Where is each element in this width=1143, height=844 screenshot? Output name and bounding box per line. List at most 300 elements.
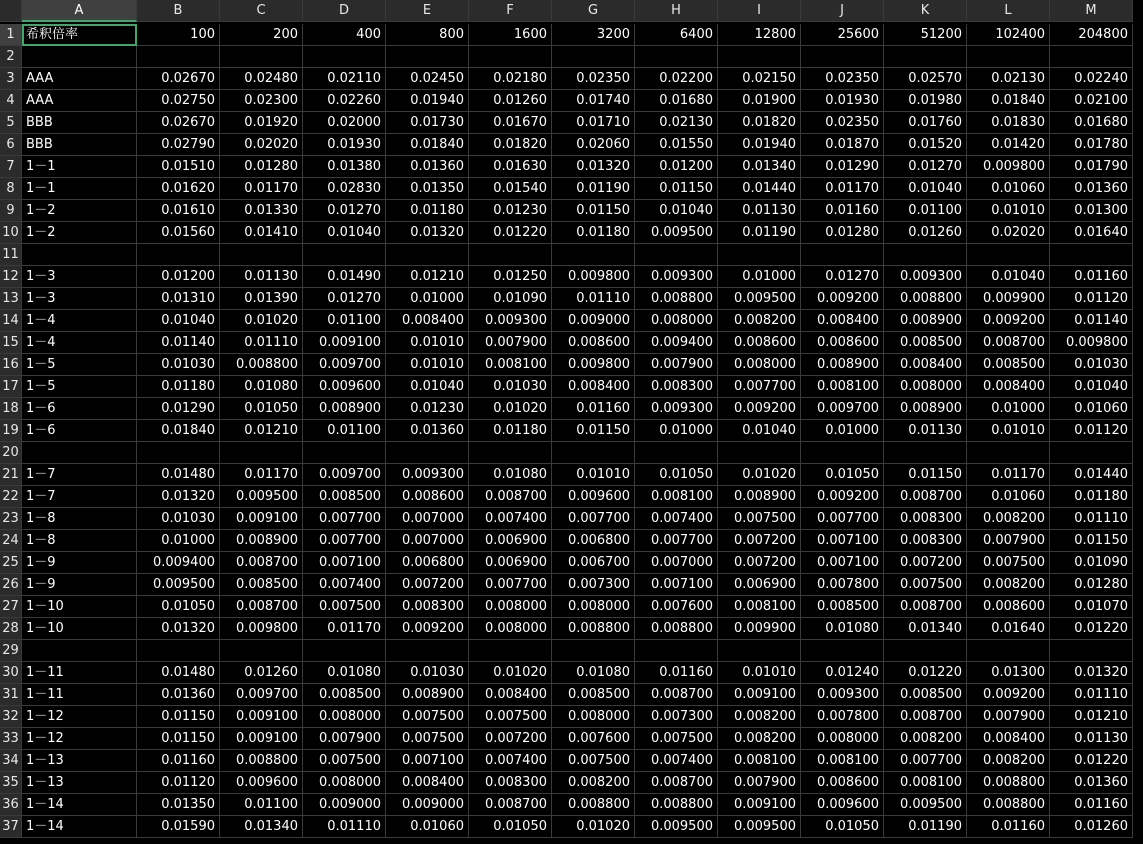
- data-cell[interactable]: 0.008000: [552, 596, 635, 618]
- data-cell[interactable]: 0.02150: [718, 68, 801, 90]
- data-cell[interactable]: 6400: [635, 24, 718, 46]
- data-cell[interactable]: 0.01220: [884, 662, 967, 684]
- data-cell[interactable]: 0.02100: [1050, 90, 1133, 112]
- data-cell[interactable]: 0.008800: [967, 794, 1050, 816]
- data-cell[interactable]: 0.01270: [303, 288, 386, 310]
- data-cell[interactable]: 0.007500: [884, 574, 967, 596]
- data-cell[interactable]: [1050, 244, 1133, 266]
- data-cell[interactable]: 0.01120: [137, 772, 220, 794]
- data-cell[interactable]: [386, 244, 469, 266]
- data-cell[interactable]: 0.007200: [718, 552, 801, 574]
- data-cell[interactable]: 0.007500: [469, 706, 552, 728]
- data-cell[interactable]: 0.008500: [303, 486, 386, 508]
- data-cell[interactable]: 0.01870: [801, 134, 884, 156]
- data-cell[interactable]: 0.01150: [1050, 530, 1133, 552]
- label-cell[interactable]: [22, 442, 137, 464]
- data-cell[interactable]: 200: [220, 24, 303, 46]
- data-cell[interactable]: 800: [386, 24, 469, 46]
- data-cell[interactable]: 0.008900: [884, 310, 967, 332]
- data-cell[interactable]: 0.02480: [220, 68, 303, 90]
- data-cell[interactable]: 0.01520: [884, 134, 967, 156]
- data-cell[interactable]: 0.007200: [469, 728, 552, 750]
- data-cell[interactable]: 0.01030: [137, 354, 220, 376]
- data-cell[interactable]: 0.02790: [137, 134, 220, 156]
- data-cell[interactable]: 0.008200: [884, 728, 967, 750]
- data-cell[interactable]: 0.009200: [718, 398, 801, 420]
- data-cell[interactable]: 0.009500: [137, 574, 220, 596]
- data-cell[interactable]: 0.01180: [552, 222, 635, 244]
- data-cell[interactable]: 0.01440: [718, 178, 801, 200]
- data-cell[interactable]: 0.006700: [552, 552, 635, 574]
- data-cell[interactable]: 0.008100: [469, 354, 552, 376]
- data-cell[interactable]: 0.01510: [137, 156, 220, 178]
- data-cell[interactable]: 3200: [552, 24, 635, 46]
- data-cell[interactable]: 0.007400: [469, 750, 552, 772]
- data-cell[interactable]: 0.01550: [635, 134, 718, 156]
- data-cell[interactable]: 0.007400: [303, 574, 386, 596]
- data-cell[interactable]: [386, 46, 469, 68]
- data-cell[interactable]: 0.007700: [552, 508, 635, 530]
- data-cell[interactable]: 0.01160: [801, 200, 884, 222]
- data-cell[interactable]: 0.01140: [1050, 310, 1133, 332]
- data-cell[interactable]: 0.009800: [552, 266, 635, 288]
- data-cell[interactable]: 0.01030: [469, 376, 552, 398]
- data-cell[interactable]: 0.01260: [220, 662, 303, 684]
- data-cell[interactable]: 0.009300: [801, 684, 884, 706]
- column-header-d[interactable]: D: [303, 0, 386, 22]
- data-cell[interactable]: 0.007100: [386, 750, 469, 772]
- data-cell[interactable]: 0.01360: [386, 420, 469, 442]
- data-cell[interactable]: 0.01480: [137, 662, 220, 684]
- data-cell[interactable]: 0.008200: [718, 310, 801, 332]
- data-cell[interactable]: 0.009300: [386, 464, 469, 486]
- data-cell[interactable]: 0.01160: [137, 750, 220, 772]
- data-cell[interactable]: 0.007700: [801, 508, 884, 530]
- data-cell[interactable]: 0.02020: [220, 134, 303, 156]
- data-cell[interactable]: 0.01300: [1050, 200, 1133, 222]
- data-cell[interactable]: 0.01540: [469, 178, 552, 200]
- data-cell[interactable]: 0.008700: [220, 552, 303, 574]
- data-cell[interactable]: 0.01040: [967, 266, 1050, 288]
- data-cell[interactable]: [635, 46, 718, 68]
- data-cell[interactable]: 0.007500: [635, 728, 718, 750]
- data-cell[interactable]: 0.01940: [386, 90, 469, 112]
- data-cell[interactable]: 0.007100: [801, 530, 884, 552]
- data-cell[interactable]: 0.01170: [303, 618, 386, 640]
- data-cell[interactable]: 0.01440: [1050, 464, 1133, 486]
- data-cell[interactable]: 0.01340: [220, 816, 303, 838]
- row-header[interactable]: 11: [0, 244, 22, 266]
- data-cell[interactable]: 0.01030: [386, 662, 469, 684]
- data-cell[interactable]: 0.009500: [635, 816, 718, 838]
- column-header-f[interactable]: F: [469, 0, 552, 22]
- data-cell[interactable]: 0.01240: [801, 662, 884, 684]
- data-cell[interactable]: 0.01070: [1050, 596, 1133, 618]
- data-cell[interactable]: 0.01100: [303, 420, 386, 442]
- row-header[interactable]: 29: [0, 640, 22, 662]
- data-cell[interactable]: 0.01610: [137, 200, 220, 222]
- data-cell[interactable]: 0.008700: [469, 486, 552, 508]
- data-cell[interactable]: 0.01150: [552, 200, 635, 222]
- data-cell[interactable]: 0.01130: [884, 420, 967, 442]
- data-cell[interactable]: 0.009500: [718, 288, 801, 310]
- data-cell[interactable]: 0.008000: [718, 354, 801, 376]
- data-cell[interactable]: 0.01840: [137, 420, 220, 442]
- data-cell[interactable]: [137, 640, 220, 662]
- data-cell[interactable]: [1050, 640, 1133, 662]
- row-header[interactable]: 15: [0, 332, 22, 354]
- data-cell[interactable]: 0.01980: [884, 90, 967, 112]
- data-cell[interactable]: 0.01010: [386, 354, 469, 376]
- data-cell[interactable]: [552, 442, 635, 464]
- data-cell[interactable]: 0.01820: [469, 134, 552, 156]
- data-cell[interactable]: 0.01160: [635, 662, 718, 684]
- data-cell[interactable]: 0.01210: [220, 420, 303, 442]
- data-cell[interactable]: 0.008400: [967, 728, 1050, 750]
- data-cell[interactable]: 0.01420: [967, 134, 1050, 156]
- data-cell[interactable]: 0.007700: [303, 508, 386, 530]
- row-header[interactable]: 26: [0, 574, 22, 596]
- data-cell[interactable]: 0.02670: [137, 112, 220, 134]
- data-cell[interactable]: 0.01840: [967, 90, 1050, 112]
- row-header[interactable]: 30: [0, 662, 22, 684]
- data-cell[interactable]: 0.01760: [884, 112, 967, 134]
- label-cell[interactable]: [22, 640, 137, 662]
- data-cell[interactable]: [718, 46, 801, 68]
- data-cell[interactable]: 0.01050: [220, 398, 303, 420]
- data-cell[interactable]: 0.008700: [884, 706, 967, 728]
- data-cell[interactable]: 0.009100: [718, 684, 801, 706]
- data-cell[interactable]: 0.01040: [137, 310, 220, 332]
- data-cell[interactable]: 0.008700: [635, 684, 718, 706]
- data-cell[interactable]: 0.009100: [220, 706, 303, 728]
- data-cell[interactable]: [386, 640, 469, 662]
- data-cell[interactable]: [469, 46, 552, 68]
- data-cell[interactable]: [137, 244, 220, 266]
- data-cell[interactable]: [967, 640, 1050, 662]
- column-header-m[interactable]: M: [1050, 0, 1133, 22]
- label-cell[interactable]: 1－11: [22, 684, 137, 706]
- data-cell[interactable]: 0.02450: [386, 68, 469, 90]
- data-cell[interactable]: [303, 46, 386, 68]
- column-header-l[interactable]: L: [967, 0, 1050, 22]
- column-header-j[interactable]: J: [801, 0, 884, 22]
- data-cell[interactable]: 0.007200: [718, 530, 801, 552]
- row-header[interactable]: 34: [0, 750, 22, 772]
- data-cell[interactable]: 0.008700: [635, 772, 718, 794]
- data-cell[interactable]: 0.01060: [386, 816, 469, 838]
- label-cell[interactable]: 1－14: [22, 794, 137, 816]
- data-cell[interactable]: 0.007500: [718, 508, 801, 530]
- label-cell[interactable]: 1－5: [22, 376, 137, 398]
- data-cell[interactable]: 0.01010: [967, 420, 1050, 442]
- data-cell[interactable]: 0.01410: [220, 222, 303, 244]
- data-cell[interactable]: 0.007300: [635, 706, 718, 728]
- active-cell[interactable]: 希釈倍率: [22, 24, 137, 46]
- column-header-h[interactable]: H: [635, 0, 718, 22]
- data-cell[interactable]: 0.01160: [552, 398, 635, 420]
- data-cell[interactable]: 0.008400: [386, 310, 469, 332]
- column-header-b[interactable]: B: [137, 0, 220, 22]
- label-cell[interactable]: 1－4: [22, 310, 137, 332]
- data-cell[interactable]: 0.008200: [967, 508, 1050, 530]
- data-cell[interactable]: 0.01090: [1050, 552, 1133, 574]
- label-cell[interactable]: 1－10: [22, 618, 137, 640]
- data-cell[interactable]: [718, 244, 801, 266]
- data-cell[interactable]: [635, 442, 718, 464]
- data-cell[interactable]: 0.008500: [884, 332, 967, 354]
- data-cell[interactable]: 0.007200: [884, 552, 967, 574]
- data-cell[interactable]: 0.01320: [552, 156, 635, 178]
- data-cell[interactable]: 0.01050: [635, 464, 718, 486]
- data-cell[interactable]: 0.007700: [469, 574, 552, 596]
- data-cell[interactable]: 0.007800: [801, 706, 884, 728]
- data-cell[interactable]: 0.008100: [801, 376, 884, 398]
- data-cell[interactable]: 0.008800: [635, 288, 718, 310]
- data-cell[interactable]: 0.01220: [1050, 750, 1133, 772]
- data-cell[interactable]: 0.01100: [220, 794, 303, 816]
- data-cell[interactable]: 51200: [884, 24, 967, 46]
- data-cell[interactable]: 0.007700: [884, 750, 967, 772]
- data-cell[interactable]: 0.008200: [552, 772, 635, 794]
- data-cell[interactable]: 0.008100: [718, 596, 801, 618]
- data-cell[interactable]: 0.008300: [884, 508, 967, 530]
- data-cell[interactable]: 0.01060: [1050, 398, 1133, 420]
- data-cell[interactable]: [967, 442, 1050, 464]
- data-cell[interactable]: 0.01320: [137, 486, 220, 508]
- data-cell[interactable]: 0.01120: [1050, 288, 1133, 310]
- data-cell[interactable]: 0.008800: [220, 354, 303, 376]
- data-cell[interactable]: 0.01050: [137, 596, 220, 618]
- data-cell[interactable]: 0.008100: [801, 750, 884, 772]
- data-cell[interactable]: 0.01150: [552, 420, 635, 442]
- label-cell[interactable]: 1－2: [22, 200, 137, 222]
- data-cell[interactable]: 0.01350: [386, 178, 469, 200]
- data-cell[interactable]: 0.009100: [220, 728, 303, 750]
- row-header[interactable]: 4: [0, 90, 22, 112]
- data-cell[interactable]: 0.01560: [137, 222, 220, 244]
- data-cell[interactable]: 0.008400: [386, 772, 469, 794]
- data-cell[interactable]: 0.007600: [552, 728, 635, 750]
- data-cell[interactable]: 0.01150: [137, 728, 220, 750]
- data-cell[interactable]: 0.01670: [469, 112, 552, 134]
- data-cell[interactable]: 0.007300: [552, 574, 635, 596]
- data-cell[interactable]: 0.01710: [552, 112, 635, 134]
- data-cell[interactable]: 0.01090: [469, 288, 552, 310]
- data-cell[interactable]: 0.01940: [718, 134, 801, 156]
- data-cell[interactable]: 0.009800: [1050, 332, 1133, 354]
- data-cell[interactable]: 0.01360: [137, 684, 220, 706]
- data-cell[interactable]: 0.01000: [801, 420, 884, 442]
- row-header[interactable]: 25: [0, 552, 22, 574]
- data-cell[interactable]: [552, 244, 635, 266]
- data-cell[interactable]: 0.01790: [1050, 156, 1133, 178]
- data-cell[interactable]: 0.009000: [303, 794, 386, 816]
- data-cell[interactable]: 0.02830: [303, 178, 386, 200]
- data-cell[interactable]: 0.01180: [1050, 486, 1133, 508]
- data-cell[interactable]: 0.009700: [220, 684, 303, 706]
- data-cell[interactable]: 0.009600: [303, 376, 386, 398]
- data-cell[interactable]: 0.009100: [303, 332, 386, 354]
- data-cell[interactable]: 0.01380: [303, 156, 386, 178]
- data-cell[interactable]: 0.008300: [884, 530, 967, 552]
- data-cell[interactable]: 0.01630: [469, 156, 552, 178]
- data-cell[interactable]: 0.008400: [552, 376, 635, 398]
- data-cell[interactable]: 0.007900: [967, 706, 1050, 728]
- data-cell[interactable]: 0.009800: [552, 354, 635, 376]
- data-cell[interactable]: 1600: [469, 24, 552, 46]
- label-cell[interactable]: [22, 46, 137, 68]
- data-cell[interactable]: 0.008800: [884, 288, 967, 310]
- row-header[interactable]: 36: [0, 794, 22, 816]
- data-cell[interactable]: 0.01280: [220, 156, 303, 178]
- data-cell[interactable]: 0.009900: [967, 288, 1050, 310]
- data-cell[interactable]: 0.01320: [137, 618, 220, 640]
- data-cell[interactable]: 0.008000: [303, 706, 386, 728]
- data-cell[interactable]: 0.01260: [469, 90, 552, 112]
- data-cell[interactable]: 0.007700: [718, 376, 801, 398]
- data-cell[interactable]: 0.01340: [718, 156, 801, 178]
- data-cell[interactable]: 0.009600: [552, 486, 635, 508]
- data-cell[interactable]: 0.01210: [386, 266, 469, 288]
- data-cell[interactable]: 0.01010: [718, 662, 801, 684]
- data-cell[interactable]: 0.008600: [801, 332, 884, 354]
- data-cell[interactable]: 0.01320: [386, 222, 469, 244]
- data-cell[interactable]: [884, 244, 967, 266]
- label-cell[interactable]: 1－4: [22, 332, 137, 354]
- data-cell[interactable]: 0.01930: [801, 90, 884, 112]
- data-cell[interactable]: 0.01000: [967, 398, 1050, 420]
- label-cell[interactable]: 1－13: [22, 750, 137, 772]
- column-header-c[interactable]: C: [220, 0, 303, 22]
- data-cell[interactable]: 0.01000: [137, 530, 220, 552]
- data-cell[interactable]: 0.02670: [137, 68, 220, 90]
- data-cell[interactable]: [884, 46, 967, 68]
- data-cell[interactable]: 0.007000: [386, 508, 469, 530]
- data-cell[interactable]: 0.01930: [303, 134, 386, 156]
- column-header-a[interactable]: A: [22, 0, 137, 22]
- data-cell[interactable]: 0.008000: [303, 772, 386, 794]
- data-cell[interactable]: 0.008000: [801, 728, 884, 750]
- data-cell[interactable]: 0.01020: [469, 662, 552, 684]
- data-cell[interactable]: 0.01110: [1050, 684, 1133, 706]
- data-cell[interactable]: 0.01080: [801, 618, 884, 640]
- data-cell[interactable]: 100: [137, 24, 220, 46]
- data-cell[interactable]: 0.01040: [1050, 376, 1133, 398]
- data-cell[interactable]: 0.008000: [552, 706, 635, 728]
- data-cell[interactable]: 0.01230: [386, 398, 469, 420]
- label-cell[interactable]: AAA: [22, 68, 137, 90]
- data-cell[interactable]: 0.009700: [303, 464, 386, 486]
- row-header[interactable]: 37: [0, 816, 22, 838]
- data-cell[interactable]: 0.01000: [718, 266, 801, 288]
- data-cell[interactable]: 0.01360: [386, 156, 469, 178]
- data-cell[interactable]: [220, 46, 303, 68]
- row-header[interactable]: 19: [0, 420, 22, 442]
- data-cell[interactable]: 0.008300: [469, 772, 552, 794]
- data-cell[interactable]: [469, 442, 552, 464]
- data-cell[interactable]: [303, 640, 386, 662]
- data-cell[interactable]: [303, 442, 386, 464]
- data-cell[interactable]: 0.02300: [220, 90, 303, 112]
- data-cell[interactable]: 0.007500: [303, 596, 386, 618]
- data-cell[interactable]: 0.009500: [635, 222, 718, 244]
- data-cell[interactable]: 0.01280: [801, 222, 884, 244]
- data-cell[interactable]: 0.01190: [884, 816, 967, 838]
- data-cell[interactable]: 0.01680: [1050, 112, 1133, 134]
- data-cell[interactable]: 0.02240: [1050, 68, 1133, 90]
- column-header-k[interactable]: K: [884, 0, 967, 22]
- data-cell[interactable]: 0.009600: [220, 772, 303, 794]
- data-cell[interactable]: 0.008800: [552, 618, 635, 640]
- data-cell[interactable]: 0.008600: [552, 332, 635, 354]
- data-cell[interactable]: [884, 442, 967, 464]
- data-cell[interactable]: 0.01920: [220, 112, 303, 134]
- data-cell[interactable]: 0.008900: [718, 486, 801, 508]
- data-cell[interactable]: 0.009700: [801, 398, 884, 420]
- label-cell[interactable]: 1－6: [22, 398, 137, 420]
- data-cell[interactable]: 0.007500: [552, 750, 635, 772]
- row-header[interactable]: 33: [0, 728, 22, 750]
- data-cell[interactable]: 0.01320: [1050, 662, 1133, 684]
- data-cell[interactable]: 12800: [718, 24, 801, 46]
- label-cell[interactable]: BBB: [22, 112, 137, 134]
- data-cell[interactable]: 0.01110: [220, 332, 303, 354]
- data-cell[interactable]: 0.007100: [303, 552, 386, 574]
- data-cell[interactable]: 0.008700: [220, 596, 303, 618]
- data-cell[interactable]: [635, 640, 718, 662]
- data-cell[interactable]: [635, 244, 718, 266]
- data-cell[interactable]: [220, 244, 303, 266]
- data-cell[interactable]: 0.007100: [635, 574, 718, 596]
- data-cell[interactable]: 0.007900: [469, 332, 552, 354]
- data-cell[interactable]: 0.009400: [635, 332, 718, 354]
- label-cell[interactable]: 1－8: [22, 530, 137, 552]
- data-cell[interactable]: 0.008400: [967, 376, 1050, 398]
- data-cell[interactable]: 0.01340: [884, 618, 967, 640]
- data-cell[interactable]: 0.01270: [801, 266, 884, 288]
- data-cell[interactable]: [220, 442, 303, 464]
- row-header[interactable]: 28: [0, 618, 22, 640]
- data-cell[interactable]: 0.01040: [718, 420, 801, 442]
- data-cell[interactable]: 0.009300: [635, 398, 718, 420]
- data-cell[interactable]: 0.01160: [967, 816, 1050, 838]
- data-cell[interactable]: 0.008600: [967, 596, 1050, 618]
- data-cell[interactable]: 0.007800: [801, 574, 884, 596]
- data-cell[interactable]: 0.01230: [469, 200, 552, 222]
- row-header[interactable]: 14: [0, 310, 22, 332]
- data-cell[interactable]: [552, 640, 635, 662]
- data-cell[interactable]: 0.008900: [884, 398, 967, 420]
- data-cell[interactable]: 0.008500: [967, 354, 1050, 376]
- data-cell[interactable]: 0.01170: [967, 464, 1050, 486]
- data-cell[interactable]: 0.02200: [635, 68, 718, 90]
- data-cell[interactable]: 0.01150: [635, 178, 718, 200]
- data-cell[interactable]: 0.01280: [1050, 574, 1133, 596]
- column-header-i[interactable]: I: [718, 0, 801, 22]
- data-cell[interactable]: 0.006900: [469, 552, 552, 574]
- row-header[interactable]: 20: [0, 442, 22, 464]
- data-cell[interactable]: 0.01480: [137, 464, 220, 486]
- data-cell[interactable]: 0.01030: [1050, 354, 1133, 376]
- data-cell[interactable]: 0.008000: [469, 596, 552, 618]
- data-cell[interactable]: 0.009200: [801, 486, 884, 508]
- data-cell[interactable]: 0.01080: [552, 662, 635, 684]
- label-cell[interactable]: 1－7: [22, 486, 137, 508]
- data-cell[interactable]: 0.008800: [635, 618, 718, 640]
- data-cell[interactable]: 0.01000: [386, 288, 469, 310]
- data-cell[interactable]: 0.008600: [801, 772, 884, 794]
